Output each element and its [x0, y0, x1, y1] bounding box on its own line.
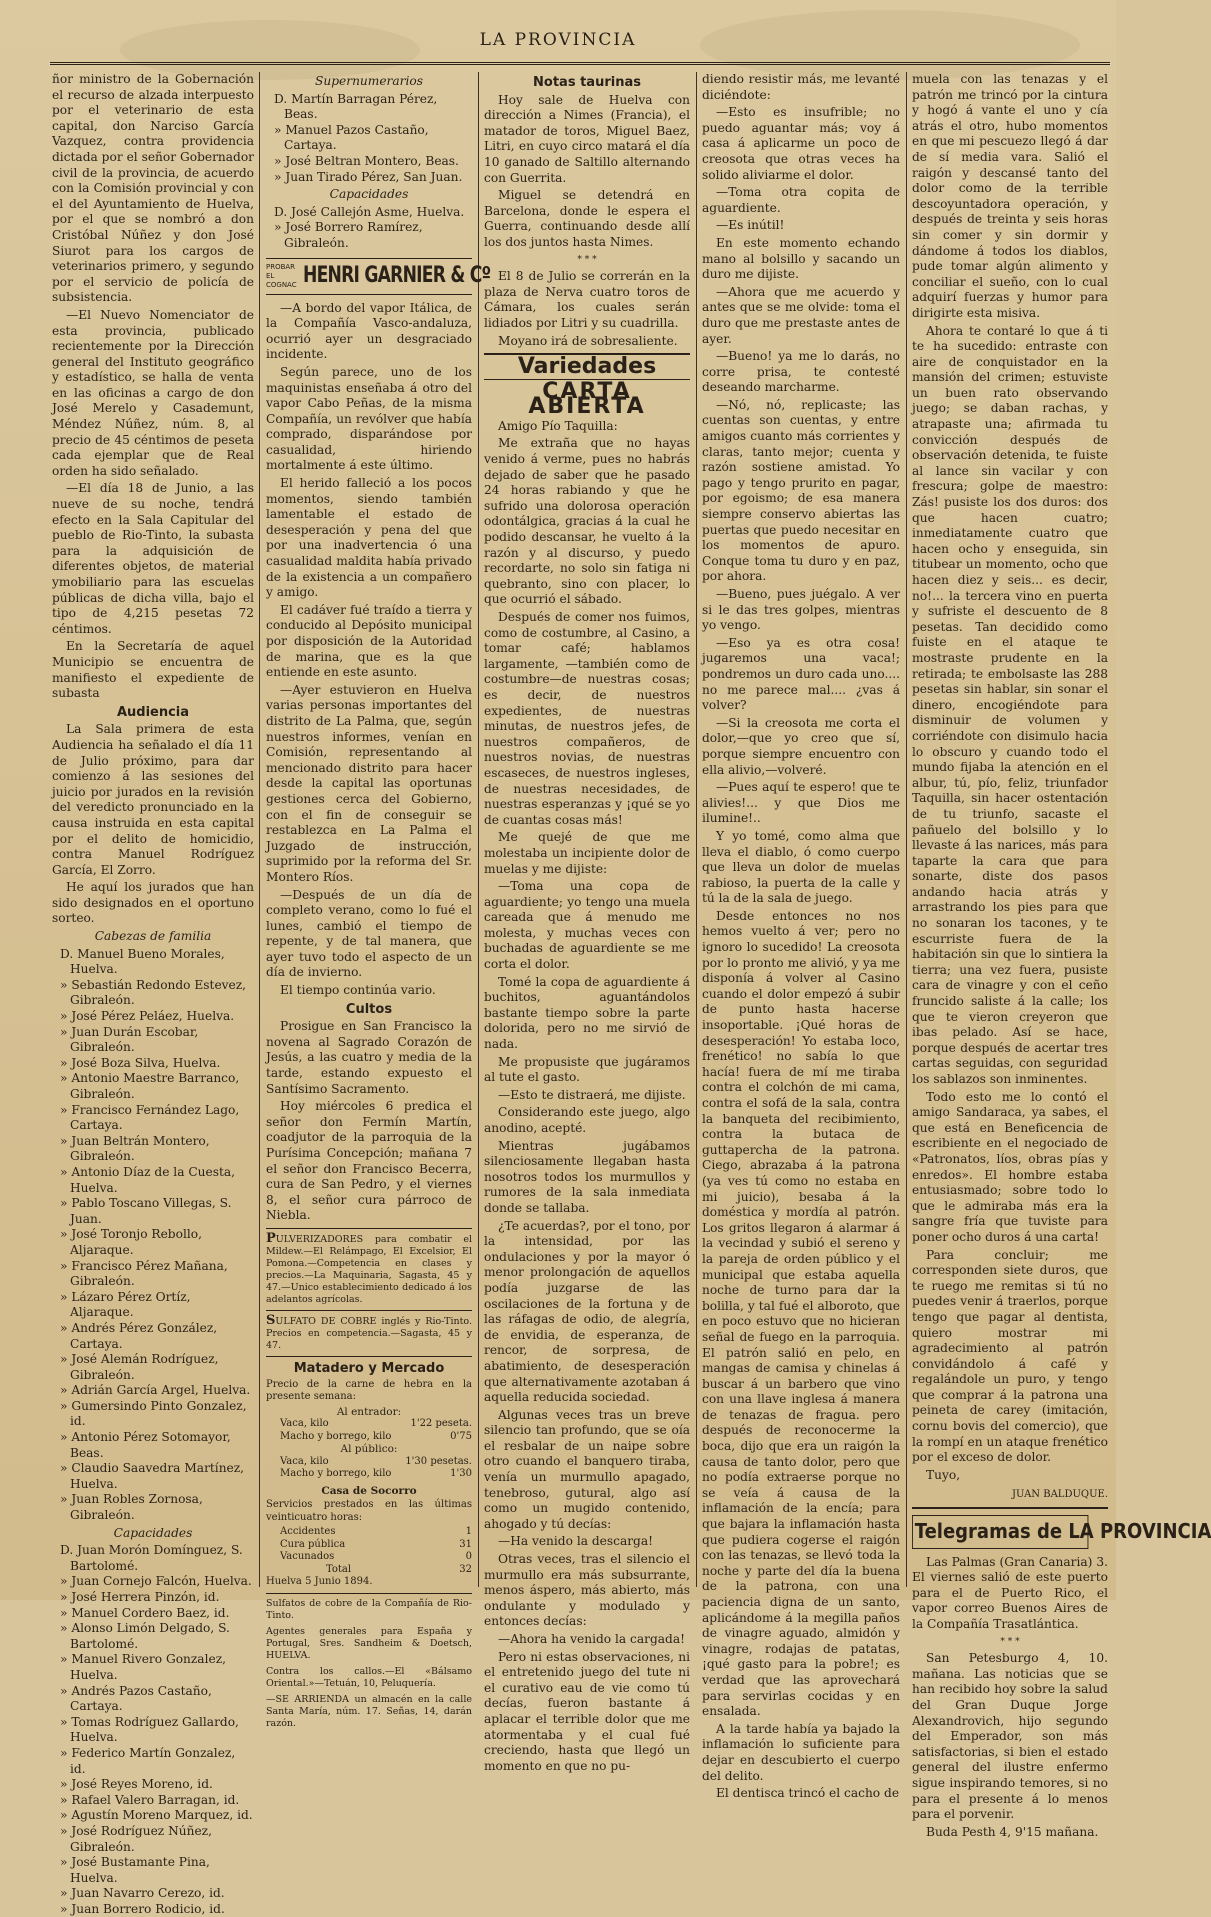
list-item: » Rafael Valero Barragan, id.: [60, 1792, 240, 1807]
sulfatos-ad: Sulfatos de cobre de la Compañía de Rio-Tinto.: [266, 1597, 472, 1621]
paper-stain: [120, 20, 420, 80]
price-value: 0'75: [450, 1430, 472, 1442]
socorro-value: 31: [459, 1538, 472, 1550]
signature: JUAN BALDUQUE.: [1011, 1489, 1108, 1501]
list-item: » Antonio Maestre Barranco, Gibraleón.: [60, 1071, 240, 1101]
list-item: » Antonio Pérez Sotomayor, Beas.: [60, 1430, 231, 1460]
paragraph: Hoy sale de Huelva con dirección a Nimes (Francia), el matador de toros, Miguel Baez, Litri, en cuyo circo matará el día 10 ganado de Saltillo alternando con Guerrita.: [484, 92, 690, 185]
paragraph: —El Nuevo Nomenciator de esta provincia, publicado recientemente por la Dirección general del Instituto geográfico y estadístico, se halla de venta en las oficinas a cargo de don José Merelo y Casademunt, Méndez Núñez, núm. 8, al precio de 45 céntimos de peseta cada ejemplar que de Real orden ha sido señalado.: [52, 307, 254, 478]
paragraph: Mientras jugábamos silenciosamente llegaban hasta nosotros todos los murmullos y rumores de la sala inmediata donde se tallaba.: [484, 1138, 690, 1215]
paragraph: diendo resistir más, me levanté diciéndote:: [702, 72, 900, 102]
paragraph: —Ha venido la descarga!: [498, 1534, 654, 1549]
paragraph: —Pues aquí te espero! que te alivies!... y que Dios me ilumine!..: [702, 780, 900, 826]
list-item: » Andrés Pérez González, Cartaya.: [60, 1320, 218, 1351]
price-label: Macho y borrego, kilo: [280, 1468, 392, 1480]
divider: [266, 1228, 472, 1229]
telegram: Buda Pesth 4, 9'15 mañana.: [926, 1824, 1099, 1839]
divider: [266, 1593, 472, 1594]
closing: Tuyo,: [926, 1467, 961, 1482]
subheading: Supernumerarios: [315, 74, 423, 88]
ad-text: ULFATO DE COBRE inglés y Rio-Tinto. Precios en competencia.—Sagasta, 45 y 47.: [266, 1315, 472, 1351]
socorro-intro: Servicios prestados en las últimas veinticuatro horas:: [266, 1499, 472, 1523]
list-item: » José Bustamante Pina, Huelva.: [60, 1855, 210, 1885]
paragraph: —Bueno! ya me lo darás, no corre prisa, te contesté deseando marcharme.: [702, 349, 900, 395]
list-item: » José Borrero Ramírez, Gibraleón.: [274, 220, 423, 250]
jury-list-capacidades-2: [266, 205, 472, 252]
paragraph: Me propusiste que jugáramos al tute el gasto.: [484, 1054, 690, 1085]
column-rule: [696, 72, 697, 1587]
paragraph: Para concluir; me corresponden siete duros, que te ruego me remitas si tú no puedes venir á traerlos, porque tengo que pagar al dentista, quiero mostrar mi agradecimiento al patrón convidándolo á café y regalándole un puro, y tengo que comprar á la patrona una peineta de carey (imitación, cornu bovis del comercio), que la rompí en un ataque frenético por el exceso de dolor.: [912, 1247, 1108, 1465]
paragraph: Considerando este juego, algo anodino, acepté.: [484, 1105, 690, 1135]
list-item: » José Reyes Moreno, id.: [60, 1777, 213, 1792]
salutation: Amigo Pío Taquilla:: [498, 418, 618, 433]
list-item: » Juan Beltrán Montero, Gibraleón.: [60, 1133, 210, 1164]
list-item: » Juan Tirado Pérez, San Juan.: [274, 169, 463, 184]
list-item: » José Beltran Montero, Beas.: [274, 153, 459, 168]
callos-ad: Contra los callos.—El «Bálsamo Oriental.»—Tetuán, 10, Peluquería.: [266, 1665, 472, 1689]
price-row: [266, 1456, 472, 1469]
price-value: 1'30 pesetas.: [405, 1455, 472, 1467]
paragraph: —Eso ya es otra cosa! jugaremos una vaca!; pondremos un duro cada uno.... no me parece mal.... ¿vas á volver?: [702, 635, 900, 713]
paragraph: —Toma una copa de aguardiente; yo tengo una muela careada que á menudo me molesta, y muchas veces con buchadas de aguardiente se me corta el dolor.: [484, 879, 690, 972]
jury-list-capacidades: [52, 1543, 254, 1917]
paragraph: El herido falleció a los pocos momentos, siendo también lamentable el estado de desesperación y pena del que por una inadvertencia ó una casualidad maldita había privado de la existencia a un compañero y amigo.: [266, 476, 472, 600]
paragraph: —Es inútil!: [716, 218, 785, 233]
paragraph: He aquí los jurados que han sido designados en el oportuno sorteo.: [52, 880, 254, 926]
paragraph: El 8 de Julio se correrán en la plaza de Nerva cuatro toros de Cámara, los cuales serán lidiados por Litri y su cuadrilla.: [484, 269, 690, 330]
paragraph: El dentisca trincó el cacho de: [716, 1786, 900, 1801]
socorro-total-row: [266, 1564, 472, 1577]
column-4: [702, 72, 900, 1801]
list-item: » Juan Navarro Cerezo, id.: [60, 1886, 225, 1901]
price-label: Vaca, kilo: [280, 1455, 329, 1467]
list-item: » José Alemán Rodríguez, Gibraleón.: [60, 1352, 219, 1382]
separator-stars: * * *: [1000, 1636, 1020, 1647]
list-item: » Manuel Rivero Gonzalez, Huelva.: [60, 1652, 226, 1682]
paragraph: Ahora te contaré lo que á ti te ha sucedido: entraste con aire de conquistador en la mansión del crimen; estuviste un buen rato observando juego; se daban rachas, y atrapaste una; afirmada tu convicción después de observación detenida, te fuiste al lance sin vacilar y con frescura; golpe de maestro: Zás! pusiste los dos duros: dos que hacen cuatro; inmediatamente cuatro que hacen ocho y enseguida, sin titubear un momento, ocho que hacen diez y seis... es decir, no!... la tercera vino en puerta y sufriste el descuento de 8 pesetas. Tan decidido como fuiste en el ataque te mostraste prudente en la retirada; te embolsaste las 288 pesetas sin hablar, sin sonar el dinero, encogiéndote para disminuir de volumen y corriéndote con disimulo hacia lo obscuro y cuando todo el mundo fijaba la atención en el albur, tú, pío, feliz, triunfador Taquilla, sin hacer ostentación de tu triunfo, sacaste el pañuelo del bolsillo y lo llevaste á las narices, más para taparte la cara que para sonarte, diste dos pasos andando hacia atrás y arrastrando los pies para que no sonaran los tacones, y te escurriste fuera de la habitación sin que lo sintiera la tierra; una vez fuera, pusiste cara de vinagre y con el ceño fruncido saliste á la calle; los que te vieron creyeron que ibas pelado. Así se hace, porque después de acertar tres cartas seguidas, con seguridad los sablazos son inminentes.: [912, 323, 1108, 1086]
arrienda-ad: —SE ARRIENDA un almacén en la calle Santa María, núm. 17. Señas, 14, darán razón.: [266, 1693, 472, 1729]
column-2: [266, 72, 491, 1729]
divider: [266, 1356, 472, 1357]
divider: [266, 1310, 472, 1311]
paragraph: —Ahora ha venido la cargada!: [498, 1632, 685, 1646]
paragraph: Pero ni estas observaciones, ni el entretenido juego del tute ni el curativo eau de vie como tú decías, fueron bastante á aplacar el terrible dolor que me atormentaba y el cual fué creciendo, hasta que llegó un momento en que no pu-: [484, 1649, 690, 1773]
separator-stars: * * *: [577, 254, 597, 265]
socorro-row: [266, 1539, 472, 1552]
list-item: » Juan Cornejo Falcón, Huelva.: [60, 1574, 252, 1589]
subheading: Capacidades: [329, 187, 409, 202]
list-item: D. José Callejón Asme, Huelva.: [274, 204, 465, 219]
list-item: » Gumersindo Pinto Gonzalez, id.: [60, 1398, 247, 1429]
list-item: » José Rodríguez Núñez, Gibraleón.: [60, 1823, 212, 1854]
masthead: LA PROVINCIA: [479, 30, 637, 50]
socorro-label: Cura pública: [280, 1538, 346, 1550]
list-item: D. Manuel Bueno Morales, Huelva.: [60, 946, 225, 977]
list-item: » Francisco Fernández Lago, Cartaya.: [60, 1102, 240, 1133]
list-item: » Claudio Saavedra Martínez, Huelva.: [60, 1461, 245, 1491]
sulfato-ad: [266, 1312, 472, 1352]
ad-brand-name: HENRI GARNIER & Cº: [302, 263, 491, 289]
ad-initial: P: [266, 1230, 276, 1246]
telegram: Las Palmas (Gran Canaria) 3. El viernes salió de este puerto para el de Puerto Rico, el vapor correo Buenos Aires de la Compañía Trasatlántica.: [912, 1554, 1108, 1631]
paragraph: En este momento echando mano al bolsillo y sacando un duro me dijiste.: [702, 235, 900, 282]
paragraph: El tiempo continúa vario.: [280, 983, 436, 998]
price-value: 1'22 peseta.: [410, 1418, 472, 1430]
paragraph: Hoy miércoles 6 predica el señor don Fermín Martín, coadjutor de la parroquia de la Purísima Concepción; mañana 7 el señor don Francisco Becerra, cura de San Pedro, y el viernes 8, el señor cura párroco de Niebla.: [266, 1099, 472, 1223]
ad-text: ULVERIZADORES para combatir el Mildew.—El Relámpago, El Excelsior, El Pomona.—Competencia en clases y precios.—La Maquinaria, Sagasta, 45 y 47.—Unico establecimiento dedicado á los adelantos agrícolas.: [266, 1233, 472, 1305]
telegram: San Petesburgo 4, 10. mañana. Las noticias que se han recibido hoy sobre la salud del Gran Duque Jorge Alexandrovich, hijo segundo del Emperador, son más satisfactorias, si bien el estado general del ilustre enfermo sigue inspirando temores, si no para el presente á lo menos para el porvenir.: [912, 1651, 1108, 1822]
column-rule: [906, 72, 907, 1587]
paragraph: Me extraña que no hayas venido á verme, pues no habrás dejado de saber que he pasado 24 horas rabiando y que he sufrido una dolorosa operación odontálgica, gracias á la cual he podido descansar, he vuelto á la razón y al discurso, y puedo recordarte, no solo sin fatiga ni quebranto, sino con placer, lo que ocurrió el sábado.: [484, 436, 690, 607]
price-row: [266, 1418, 472, 1431]
paragraph: Y yo tomé, como alma que lleva el diablo, ó como cuerpo que lleva un dolor de muelas rabioso, la puerta de la calle y tú la de la sala de juego.: [702, 828, 900, 906]
subheading: Capacidades: [113, 1525, 193, 1540]
paragraph: Otras veces, tras el silencio el murmullo era más subsurrante, menos áspero, más abierto, más ondulante y modulado y entonces decías:: [484, 1552, 690, 1629]
cognac-advertisement: [266, 258, 491, 295]
socorro-value: 1: [465, 1526, 472, 1538]
column-1: [52, 72, 254, 1916]
list-item: » Federico Martín Gonzalez, id.: [60, 1745, 236, 1776]
paragraph: —Ayer estuvieron en Huelva varias personas importantes del distrito de La Palma, que, según nuestros informes, venían en Comisión, representando al mencionado distrito para hacer desde la capital las oportunas gestiones cerca del Gobierno, con el fin de conseguir se restablezca en La Palma el Juzgado de instrucción, suprimido por la reforma del Sr. Montero Ríos.: [266, 682, 472, 884]
list-item: » José Pérez Peláez, Huelva.: [60, 1009, 235, 1024]
list-item: D. Martín Barragan Pérez, Beas.: [274, 91, 438, 122]
section-heading: Audiencia: [116, 704, 190, 720]
socorro-row: [266, 1526, 472, 1539]
socorro-value: 0: [465, 1551, 472, 1563]
list-item: D. Juan Morón Domínguez, S. Bartolomé.: [60, 1543, 243, 1573]
paragraph: Moyano irá de sobresaliente.: [498, 333, 678, 348]
meat-price-table: [266, 1379, 472, 1481]
section-heading: Notas taurinas: [533, 75, 641, 90]
list-item: » Agustín Moreno Marquez, id.: [60, 1808, 253, 1823]
list-item: » Juan Borrero Rodicio, id.: [60, 1901, 225, 1916]
list-item: » Antonio Díaz de la Cuesta, Huelva.: [60, 1164, 236, 1195]
price-row: [266, 1468, 472, 1481]
sulfatos-ad-agents: Agentes generales para España y Portugal, Sres. Sandheim & Doetsch, HUELVA.: [266, 1625, 472, 1661]
list-item: » Juan Durán Escobar, Gibraleón.: [60, 1024, 199, 1055]
price-subhead: Al entrador:: [336, 1405, 402, 1418]
section-heading: Casa de Socorro: [321, 1484, 417, 1497]
paragraph: —Toma otra copita de aguardiente.: [702, 185, 900, 215]
paragraph: muela con las tenazas y el patrón me trincó por la cintura y hogó á vante el uno y cía atrás el otro, hubo momentos en que mi pescuezo llegó á dar de sí media vara. Salió el raigón y descansé tanto del dolor como de la terrible descoyuntadora operación, y después de treinta y seis horas sin comer y sin dormir y dándome á todos los diablos, pude tomar algún alimento y conciliar el sueño, con lo cual adquirí fuerzas y humor para dirigirte esta misiva.: [912, 72, 1108, 320]
paragraph: ¿Te acuerdas?, por el tono, por la intensidad, por las ondulaciones y por la mayor ó menor prolongación de aquellos podía juzgarse de las oscilaciones de la fortuna y de las ráfagas de odio, de alegría, de envidia, de esperanza, de rencor, de sorpresa, de abatimiento, de desesperación que alternativamente azotaban á aquella reducida sociedad.: [484, 1218, 690, 1405]
socorro-label: Total: [326, 1563, 352, 1575]
paragraph: —Si la creosota me corta el dolor,—que yo creo que sí, porque siempre encuentro con ella alivio,—volveré.: [702, 715, 900, 777]
paragraph: Prosigue en San Francisco la novena al Sagrado Corazón de Jesús, a las cuatro y media de la tarde, estando expuesto el Santísimo Sacramento.: [266, 1019, 472, 1096]
list-item: » Tomas Rodríguez Gallardo, Huelva.: [60, 1714, 239, 1745]
list-item: » Lázaro Pérez Ortíz, Aljaraque.: [60, 1289, 191, 1320]
section-heading-variedades: Variedades: [517, 354, 657, 380]
section-heading: Cultos: [345, 1001, 393, 1017]
paragraph: Me quejé de que me molestaba un incipiente dolor de muelas y me dijiste:: [484, 830, 690, 876]
paragraph: Todo esto me lo contó el amigo Sandaraca, ya sabes, el que está en Beneficencia de escribiente en el negociado de «Patronatos, líos, obras pías y enredos». El hombre estaba entusiasmado; sobre todo lo que le admiraba más era la sangre fría que tuviste para poner ocho duros á una carta!: [912, 1089, 1108, 1244]
list-item: » Francisco Pérez Mañana, Gibraleón.: [60, 1258, 228, 1289]
column-rule: [259, 72, 260, 1587]
paragraph: Tomé la copa de aguardiente á buchitos, aguantándolos bastante tiempo sobre la parte dolorida, pero no me sirvió de nada.: [484, 974, 690, 1052]
paragraph: A la tarde había ya bajado la inflamación lo suficiente para dejar en descubierto el cuerpo del delito.: [702, 1721, 900, 1783]
paragraph: En la Secretaría de aquel Municipio se encuentra de manifiesto el expediente de subasta: [52, 639, 254, 701]
list-item: » Alonso Limón Delgado, S. Bartolomé.: [60, 1621, 230, 1651]
price-label: Macho y borrego, kilo: [280, 1430, 392, 1442]
paragraph: La Sala primera de esta Audiencia ha señalado el día 11 de Julio próximo, para dar comienzo á las sesiones del juicio por jurados en la revisión del veredicto pronunciado en la causa instruida en esta capital por el delito de homicidio, contra Manuel Rodríguez García, El Zorro.: [52, 722, 254, 877]
paragraph: —Nó, nó, replicaste; las cuentas son cuentas, y entre amigos cuanto más corrientes y claras, tanto mejor; cuenta y razón sostiene amistad. Yo pago y tengo prurito en pagar, por egoismo; de esa manera siempre conservo abiertas las puertas que puedo necesitar en los momentos de apuro. Conque toma tu duro y en paz, por ahora.: [702, 397, 900, 584]
paragraph: Desde entonces no nos hemos vuelto á ver; pero no ignoro lo sucedido! La creosota por lo pronto me alivió, y ya me disponía á volver al Casino cuando el dolor empezó á subir de punto hasta hacerse insoportable. ¡Qué horas de desesperación! Yo estaba loco, frenético! no sabía lo que hacía! fuera de mí me tiraba contra el colchón de mi cama, contra el sofá de la sala, contra la banqueta del recibimiento, contra la butaca de guttapercha de la patrona. Ciego, abrazaba á la patrona (ya ves tú como no estaba en mi juicio), besaba á la doméstica y mordía al patrón. Los gritos llegaron á alarmar á la vecindad y subió el sereno y la pareja de orden público y el municipal que estaba aquella noche de turno para dar la bolilla, y tal fué el alboroto, que en poco estuvo que no hicieran señal de fuego en la parroquia. El patrón salió en pelo, en mangas de camisa y chinelas á buscar á un barbero que vino con una llave inglesa á manera de tenazas de fragua. pero después de reconocerme la boca, dijo que era un raigón la causa de tanto dolor, pero que no podía extraerse porque no se veía á causa de la inflamación de la encía; para que bajara la inflamación hasta que pudiera cogerse el raigón con las tenazas, se llevó toda la noche y parte del día la buena de la patrona, con una paciencia digna de un santo, aplicándome á la megilla paños de vinagre aguado, almidón y vinagre, rodajas de patatas, ¡qué gasto para la pobre!; es verdad que las aprovechará para servirlas cocidas y en ensalada.: [702, 908, 900, 1719]
list-item: » Juan Robles Zornosa, Gibraleón.: [60, 1492, 203, 1523]
paragraph: Según parece, uno de los maquinistas enseñaba á otro del vapor Cabo Peñas, de la misma Compañía, un revólver que había comprado, disparándose por casualidad, hiriendo mortalmente á este último.: [266, 364, 472, 473]
paragraph: —A bordo del vapor Itálica, de la Compañía Vasco-andaluza, ocurrió ayer un desgraciado incidente.: [266, 300, 472, 362]
pulverizadores-ad: [266, 1230, 472, 1306]
list-item: » Andrés Pazos Castaño, Cartaya.: [60, 1683, 212, 1714]
jury-list-supernumerarios: [266, 92, 472, 186]
socorro-label: Accidentes: [280, 1526, 336, 1538]
socorro-table: [266, 1499, 472, 1589]
socorro-label: Vacunados: [280, 1551, 335, 1563]
ad-small-text: PROBAR EL COGNAC: [266, 262, 297, 289]
paragraph: ñor ministro de la Gobernación el recurso de alzada interpuesto por el veterinario de esta capital, don Narciso García Vazquez, contra providencia dictada por el señor Gobernador civil de la provincia, de acuerdo con la Comisión provincial y con el del Ayuntamiento de Huelva, por el que se nombró a don Cristóbal Núñez y don José Siurot para los cargos de veterinarios primero, y segundo por el servicio de policía de subsistencia.: [52, 72, 254, 305]
subheading: Cabezas de familia: [94, 929, 212, 944]
list-item: » Manuel Pazos Castaño, Cartaya.: [274, 122, 429, 153]
paragraph: —Ahora que me acuerdo y antes que se me olvide: toma el duro que me prestaste antes de ayer.: [702, 284, 900, 346]
paragraph: Después de comer nos fuimos, como de costumbre, al Casino, a tomar café; hablamos largamente, —también como de costumbre—de nuestras cosas; es decir, de nuestros expedientes, de nuestras minutas, de nuestros jefes, de nuestros compañeros, de nuestros novias, de nuestras escaseces, de nuestros ingleses, de nuestras necesidades, de nuestras esperanzas y ¡qué se yo de cuantas cosas más!: [484, 610, 690, 827]
ad-initial: S: [266, 1312, 276, 1328]
price-label: Vaca, kilo: [280, 1418, 329, 1430]
socorro-row: [266, 1551, 472, 1564]
paragraph: —Bueno, pues juégalo. A ver si le das tres golpes, mientras yo vengo.: [702, 587, 900, 633]
price-row: [266, 1431, 472, 1444]
paragraph: —Después de un día de completo verano, como lo fué el lunes, cambió el tiempo de repente, y de tal manera, que ayer tuvo todo el aspecto de un día de invierno.: [266, 887, 472, 980]
paragraph: —Esto es insufrible; no puedo aguantar más; voy á casa á aplicarme un poco de creosota que otras veces ha solido aliviarme el dolor.: [702, 105, 900, 182]
list-item: » Adrián García Argel, Huelva.: [60, 1383, 251, 1398]
price-value: 1'30: [450, 1468, 472, 1480]
paragraph: —Esto te distraerá, me dijiste.: [498, 1087, 686, 1102]
column-rule: [478, 72, 479, 1587]
article-title: CARTA ABIERTA: [528, 378, 646, 420]
jury-list-cabezas: [52, 947, 254, 1524]
list-item: » José Herrera Pinzón, id.: [60, 1590, 220, 1604]
list-item: » José Toronjo Rebollo, Aljaraque.: [60, 1227, 202, 1257]
paragraph: —El día 18 de Junio, a las nueve de su noche, tendrá efecto en la Sala Capitular del pueblo de Rio-Tinto, la subasta para la adquisición de diferentes objetos, de material ymobiliario para las escuelas públicas de dicha villa, bajo el tipo de 4,215 pesetas 72 céntimos.: [52, 481, 254, 636]
section-heading: Matadero y Mercado: [293, 1360, 445, 1376]
column-5: [912, 72, 1211, 1839]
list-item: » José Boza Silva, Huelva.: [60, 1055, 221, 1070]
paragraph: El cadáver fué traído a tierra y conducido al Depósito municipal por disposición de la Autoridad de marina, que es la que entiende en este asunto.: [266, 602, 472, 680]
list-item: » Pablo Toscano Villegas, S. Juan.: [60, 1196, 232, 1226]
header-rule: [50, 62, 1110, 65]
telegrams-heading: Telegramas de LA PROVINCIA: [912, 1515, 1088, 1549]
price-intro: Precio de la carne de hebra en la presente semana:: [266, 1378, 472, 1403]
paragraph: Algunas veces tras un breve silencio tan profundo, que se oía el resbalar de un naipe sobre otro cuando el banquero tiraba, venía un murmullo apagado, tenebroso, gutural, algo así como un mugido contenido, ahogado y tú decías:: [484, 1407, 690, 1531]
list-item: » Manuel Cordero Baez, id.: [60, 1605, 230, 1620]
column-3: [484, 72, 690, 1773]
price-subhead: Al público:: [340, 1443, 398, 1456]
socorro-value: 32: [459, 1563, 472, 1575]
list-item: » Sebastián Redondo Estevez, Gibraleón.: [60, 977, 247, 1008]
paragraph: Miguel se detendrá en Barcelona, donde le espera el Guerra, continuando desde allí los dos juntos hasta Nimes.: [484, 188, 690, 249]
date-line: Huelva 5 Junio 1894.: [266, 1576, 373, 1588]
divider: [912, 1507, 1108, 1509]
